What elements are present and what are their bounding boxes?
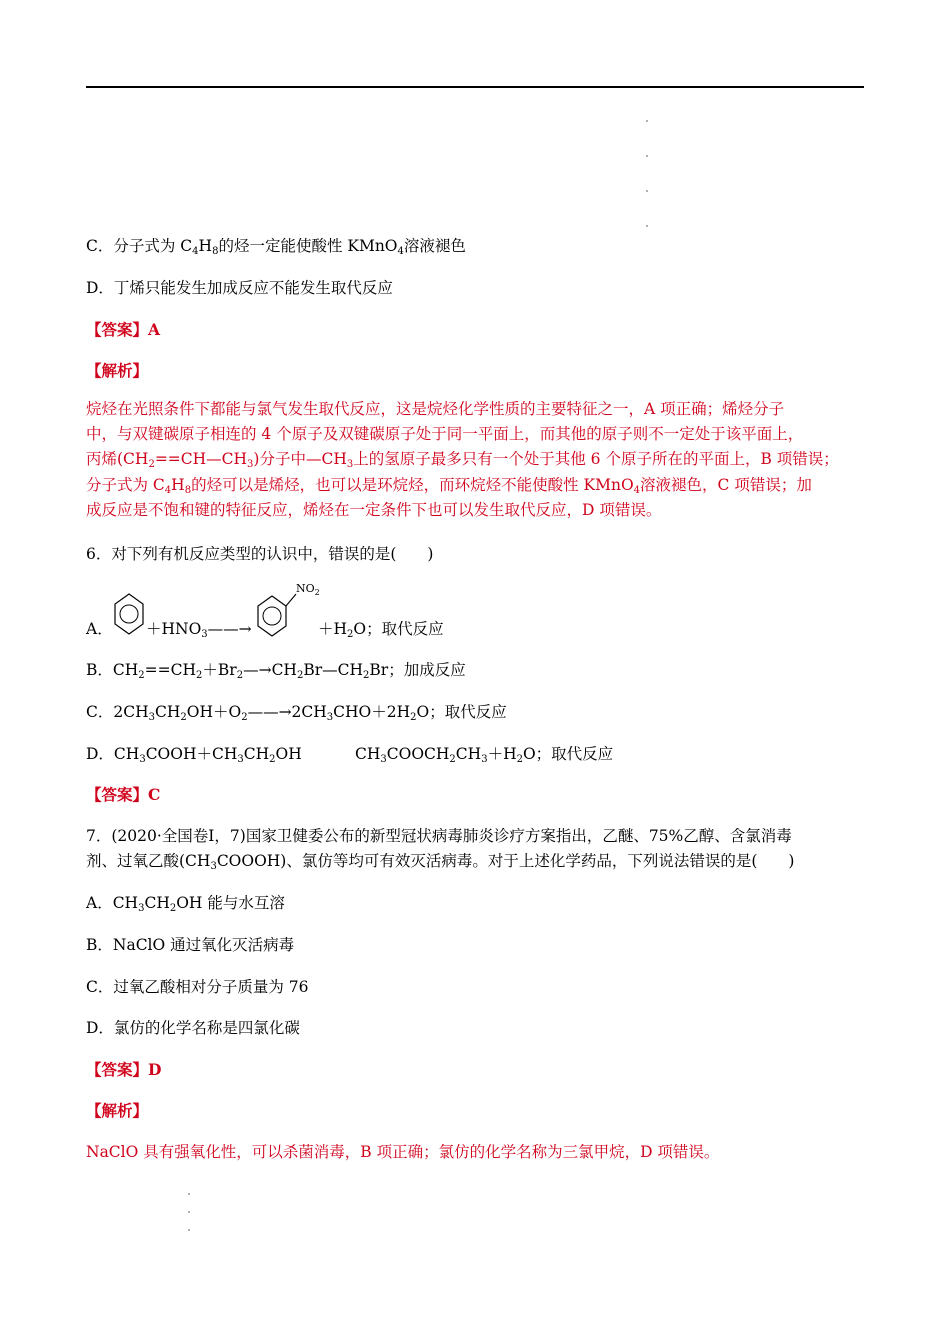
scan-dot — [646, 155, 648, 157]
q7-option-d: D．氯仿的化学名称是四氯化碳 — [86, 1019, 300, 1037]
q6-option-d-products: $CH_3COOCH_2CH_3+H_2O$；取代反应 — [355, 745, 614, 765]
q6-option-d-reactants: D．$CH_3COOH+CH_3CH_2OH$ — [86, 745, 302, 765]
nitrobenzene-ring-icon — [254, 588, 300, 640]
scan-dot — [646, 225, 648, 227]
q7-analysis-label: 【解析】 — [86, 1101, 149, 1120]
q5-option-c: C．分子式为 $C_4H_8$的烃一定能使酸性 KMnO$_4$溶液褪色 — [86, 237, 466, 257]
scan-dot — [188, 1229, 190, 1231]
q7-answer: 【答案】D — [86, 1060, 162, 1079]
q6-option-b: B．$CH_2==CH_2+Br_2—\to CH_2Br—CH_2Br$；加成反应 — [86, 661, 466, 681]
q6-a-product: $+H_2O$；取代反应 — [318, 620, 444, 640]
q7-stem: 7．(2020·全国卷Ⅰ，7)国家卫健委公布的新型冠状病毒肺炎诊疗方案指出，乙醚、75%乙醇、含氯消毒 剂、过氧乙酸$(CH_3COOOH)$、氯仿等均可有效灭活病毒。对于上述化学药品，下列说法错误的是( ) — [86, 827, 795, 873]
q6-answer: 【答案】C — [86, 785, 161, 804]
scan-dot — [188, 1211, 190, 1213]
q6-stem: 6．对下列有机反应类型的认识中，错误的是( ) — [86, 545, 434, 563]
nitro-group-label: $NO_2$ — [296, 582, 320, 597]
q5-option-d: D．丁烯只能发生加成反应不能发生取代反应 — [86, 279, 393, 297]
scan-dot — [188, 1193, 190, 1195]
q6-option-a-label: A． — [86, 620, 113, 638]
q5-analysis: 烷烃在光照条件下都能与氯气发生取代反应，这是烷烃化学性质的主要特征之一，A 项正确；烯烃分子 中，与双键碳原子相连的 4 个原子及双键碳原子处于同一平面上，而其他的原子则不一定处于该平面上， 丙烯$(CH_2==CH—CH_3)$分子中$—CH_3$上的氢原子最多只有一个处于其他 6 个原子所在的平面上，B 项错误； 分子式为 $C_4H_8$的烃可以是烯烃，也可以是环烷烃，而环烷烃不能使酸性 KMnO$_4$溶液褪色，C 项错误；加 成反应是不饱和键的特征反应，烯烃在一定条件下也可以发生取代反应，D 项错误。 — [86, 400, 839, 519]
scan-dot — [646, 190, 648, 192]
q6-a-reagent: $+HNO_3——\to$ — [146, 620, 252, 640]
q7-analysis: NaClO 具有强氧化性，可以杀菌消毒，B 项正确；氯仿的化学名称为三氯甲烷，D 项错误。 — [86, 1143, 720, 1161]
q7-option-b: B．NaClO 通过氧化灭活病毒 — [86, 936, 295, 954]
header-rule — [86, 86, 864, 88]
q6-option-c: C．$2CH_3CH_2OH+O_2——\to 2CH_3CHO+2H_2O$；取代反应 — [86, 703, 507, 723]
q5-analysis-label: 【解析】 — [86, 361, 149, 380]
q5-answer: 【答案】A — [86, 320, 161, 339]
q7-option-a: A．$CH_3CH_2OH$ 能与水互溶 — [86, 894, 285, 914]
q7-option-c: C．过氧乙酸相对分子质量为 76 — [86, 978, 309, 996]
scan-dot — [646, 120, 648, 122]
benzene-ring-icon — [112, 591, 146, 639]
